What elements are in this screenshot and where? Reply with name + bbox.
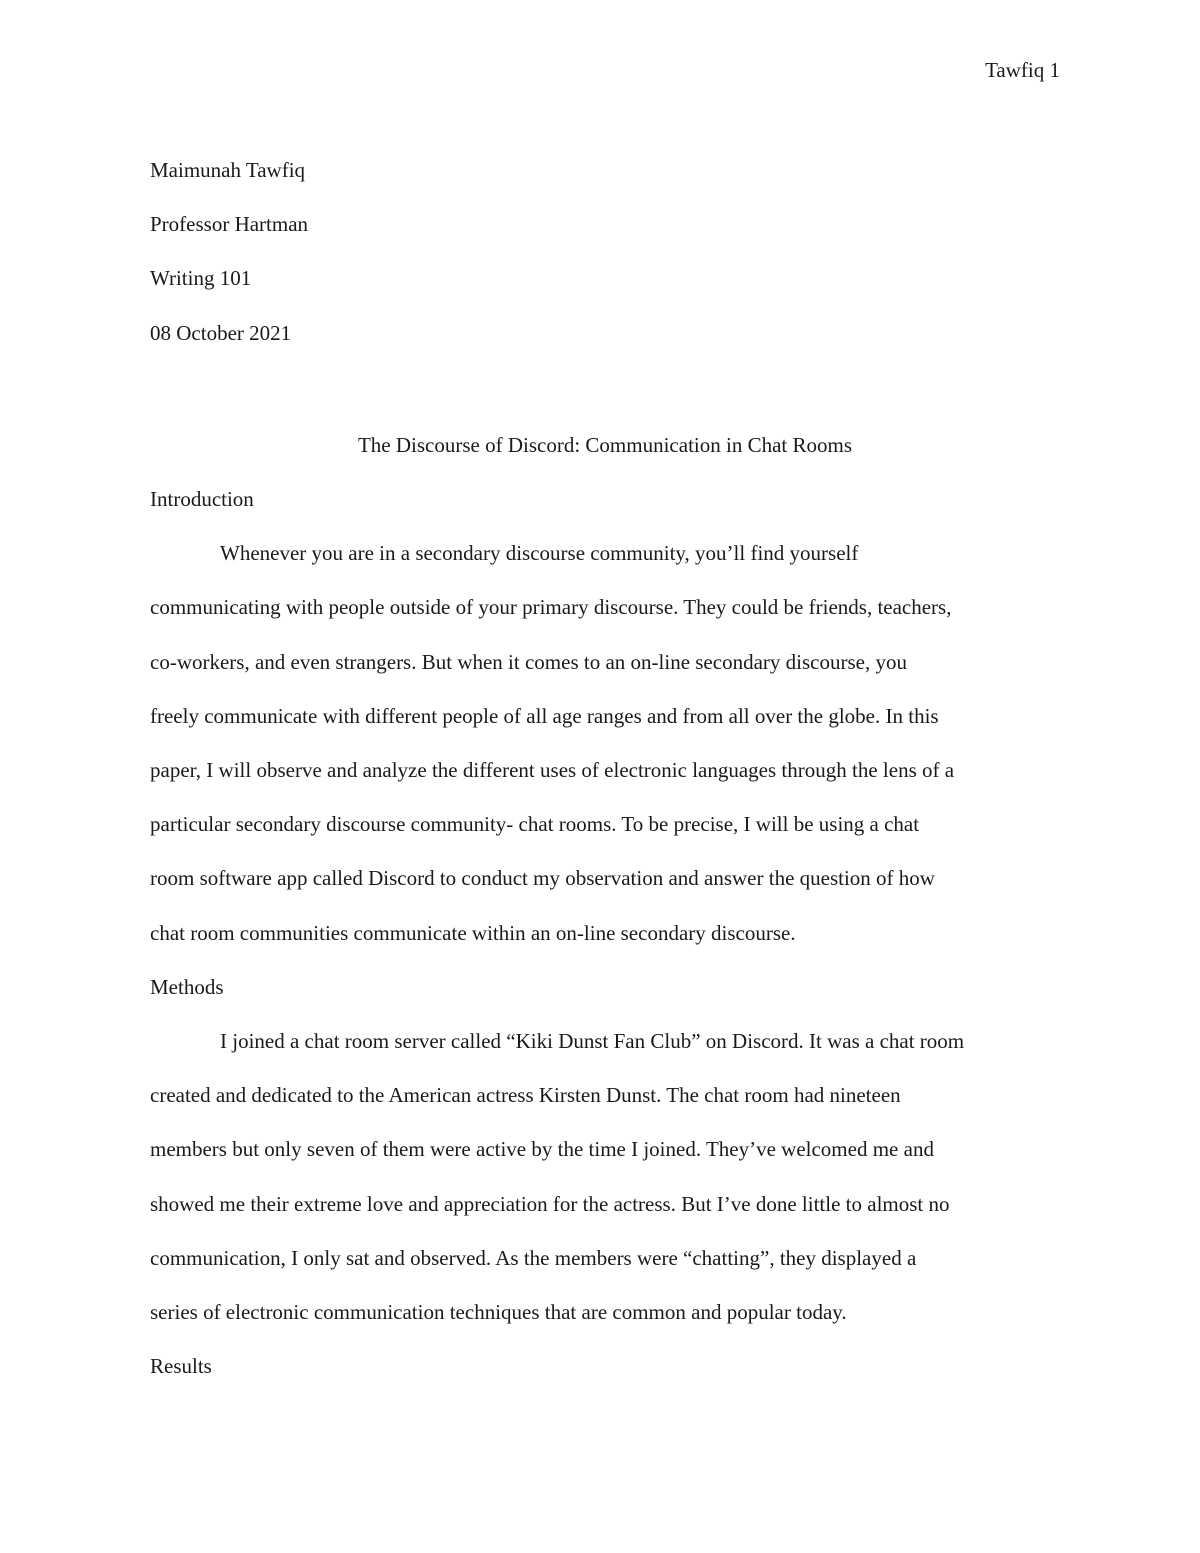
- paragraph-line: I joined a chat room server called “Kiki Dunst Fan Club” on Discord. It was a chat room: [220, 1029, 965, 1054]
- section-heading-introduction: Introduction: [150, 487, 254, 512]
- paragraph-line: particular secondary discourse community- chat rooms. To be precise, I will be using a chat: [150, 812, 920, 837]
- course-name: Writing 101: [150, 266, 252, 291]
- paragraph-line: series of electronic communication techniques that are common and popular today.: [150, 1300, 847, 1325]
- section-heading-methods: Methods: [150, 974, 224, 999]
- paper-title: The Discourse of Discord: Communication in Chat Rooms: [357, 432, 853, 457]
- section-heading-results: Results: [150, 1354, 212, 1379]
- paragraph-line: showed me their extreme love and appreciation for the actress. But I’ve done little to almost no: [150, 1191, 950, 1216]
- paragraph-line: Whenever you are in a secondary discourse community, you’ll find yourself: [220, 541, 859, 566]
- paragraph-line: room software app called Discord to conduct my observation and answer the question of how: [150, 866, 935, 891]
- professor-name: Professor Hartman: [150, 212, 309, 237]
- document-date: 08 October 2021: [150, 320, 292, 345]
- document-body: [150, 143, 1060, 1393]
- paragraph-line: members but only seven of them were active by the time I joined. They’ve welcomed me and: [150, 1137, 934, 1162]
- spacer: [150, 360, 1060, 418]
- paragraph-line: co-workers, and even strangers. But when it comes to an on-line secondary discourse, you: [150, 649, 907, 674]
- paragraph-line: communication, I only sat and observed. As the members were “chatting”, they displayed a: [150, 1245, 917, 1270]
- paragraph-line: communicating with people outside of your primary discourse. They could be friends, teachers,: [150, 595, 952, 620]
- paragraph-line: created and dedicated to the American actress Kirsten Dunst. The chat room had nineteen: [150, 1083, 901, 1108]
- running-head: Tawfiq 1: [985, 58, 1060, 82]
- paragraph-line: chat room communities communicate within an on-line secondary discourse.: [150, 920, 796, 945]
- paragraph-line: paper, I will observe and analyze the different uses of electronic languages through the lens of a: [150, 758, 955, 783]
- author-name: Maimunah Tawfiq: [150, 158, 306, 182]
- paragraph-line: freely communicate with different people of all age ranges and from all over the globe. In this: [150, 703, 939, 728]
